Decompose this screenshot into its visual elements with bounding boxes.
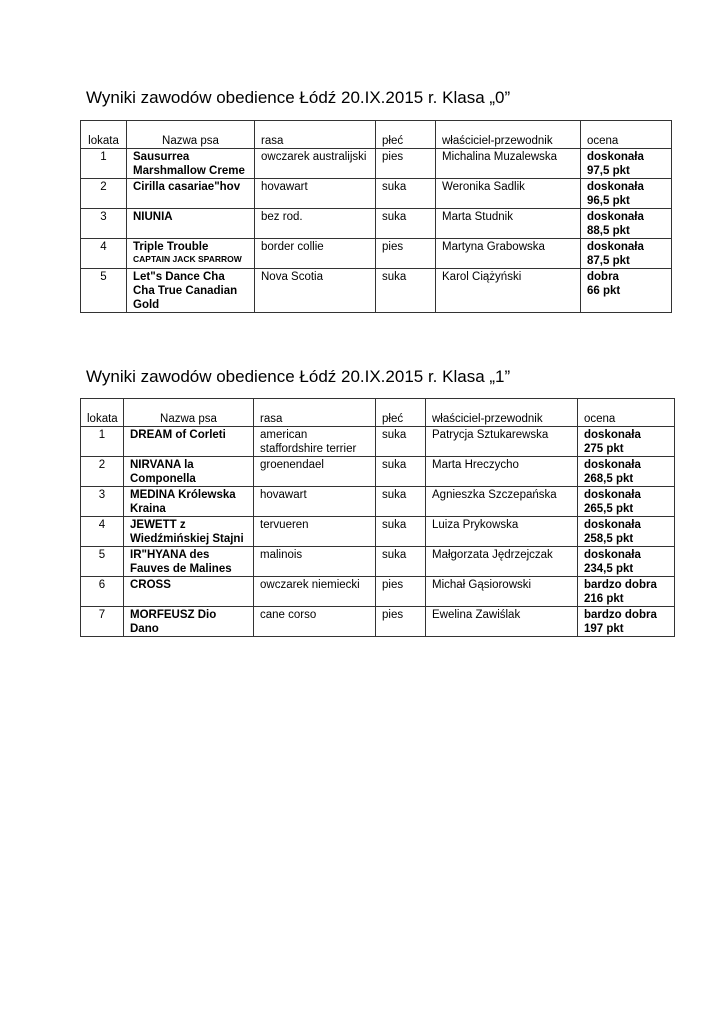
section-title-klasa-1: Wyniki zawodów obedience Łódź 20.IX.2015 r. Klasa „1” xyxy=(86,367,511,386)
table-row xyxy=(81,239,672,269)
cell-ocena xyxy=(578,487,675,517)
cell-ocena xyxy=(578,607,675,637)
table-body xyxy=(81,149,672,313)
cell-wlasciciel: Michalina Muzalewska xyxy=(436,149,581,179)
header-nazwa-psa: Nazwa psa xyxy=(124,399,254,427)
points: 66 pkt xyxy=(587,285,621,297)
cell-ocena xyxy=(581,269,672,313)
header-nazwa-psa: Nazwa psa xyxy=(127,121,255,149)
cell-lokata: 2 xyxy=(81,457,124,487)
cell-rasa: tervueren xyxy=(254,517,376,547)
cell-rasa: hovawart xyxy=(254,487,376,517)
cell-rasa: border collie xyxy=(255,239,376,269)
header-wlasciciel: właściciel-przewodnik xyxy=(426,399,578,427)
cell-wlasciciel: Karol Ciążyński xyxy=(436,269,581,313)
cell-nazwa-psa xyxy=(127,239,255,269)
cell-plec: pies xyxy=(376,607,426,637)
cell-lokata: 1 xyxy=(81,427,124,457)
cell-nazwa-psa xyxy=(124,577,254,607)
header-lokata: lokata xyxy=(81,399,124,427)
table-row xyxy=(81,577,675,607)
points: 268,5 pkt xyxy=(584,473,634,485)
header-wlasciciel: właściciel-przewodnik xyxy=(436,121,581,149)
cell-wlasciciel: Michał Gąsiorowski xyxy=(426,577,578,607)
cell-rasa: Nova Scotia xyxy=(255,269,376,313)
dog-name: NIUNIA xyxy=(133,211,173,223)
cell-lokata: 4 xyxy=(81,517,124,547)
points: 88,5 pkt xyxy=(587,225,630,237)
table-row xyxy=(81,547,675,577)
cell-ocena xyxy=(578,457,675,487)
section-title-klasa-0: Wyniki zawodów obedience Łódź 20.IX.2015 r. Klasa „0” xyxy=(86,88,511,107)
points: 234,5 pkt xyxy=(584,563,634,575)
header-plec: płeć xyxy=(376,121,436,149)
cell-ocena xyxy=(578,577,675,607)
dog-name: MORFEUSZ Dio Dano xyxy=(130,609,217,635)
dog-name: DREAM of Corleti xyxy=(130,429,226,441)
header-ocena: ocena xyxy=(581,121,672,149)
cell-nazwa-psa xyxy=(127,209,255,239)
table-header-row xyxy=(81,399,675,427)
table-row xyxy=(81,427,675,457)
points: 97,5 pkt xyxy=(587,165,630,177)
dog-name-sub: CAPTAIN JACK SPARROW xyxy=(133,254,242,264)
cell-nazwa-psa xyxy=(127,149,255,179)
points: 216 pkt xyxy=(584,593,624,605)
table-row xyxy=(81,269,672,313)
cell-ocena xyxy=(578,427,675,457)
cell-rasa: malinois xyxy=(254,547,376,577)
dog-name: JEWETT z Wiedźmińskiej Stajni xyxy=(130,519,244,545)
cell-rasa: owczarek niemiecki xyxy=(254,577,376,607)
cell-rasa: owczarek australijski xyxy=(255,149,376,179)
cell-lokata: 5 xyxy=(81,547,124,577)
cell-nazwa-psa xyxy=(124,547,254,577)
cell-plec: suka xyxy=(376,517,426,547)
cell-ocena xyxy=(581,209,672,239)
cell-ocena xyxy=(578,517,675,547)
cell-nazwa-psa xyxy=(124,427,254,457)
cell-nazwa-psa xyxy=(124,457,254,487)
rating: doskonała xyxy=(584,549,641,561)
cell-lokata: 1 xyxy=(81,149,127,179)
dog-name: Cirilla casariae"hov xyxy=(133,181,241,193)
points: 265,5 pkt xyxy=(584,503,634,515)
table-row xyxy=(81,607,675,637)
cell-plec: suka xyxy=(376,427,426,457)
rating: bardzo dobra xyxy=(584,579,657,591)
cell-lokata: 7 xyxy=(81,607,124,637)
rating: doskonała xyxy=(584,459,641,471)
cell-lokata: 6 xyxy=(81,577,124,607)
cell-ocena xyxy=(581,179,672,209)
cell-rasa: american staffordshire terrier xyxy=(254,427,376,457)
rating: doskonała xyxy=(587,181,644,193)
cell-plec: suka xyxy=(376,179,436,209)
cell-plec: suka xyxy=(376,209,436,239)
cell-plec: suka xyxy=(376,457,426,487)
cell-nazwa-psa xyxy=(127,269,255,313)
cell-nazwa-psa xyxy=(124,607,254,637)
points: 96,5 pkt xyxy=(587,195,630,207)
rating: doskonała xyxy=(587,241,644,253)
cell-plec: pies xyxy=(376,149,436,179)
header-rasa: rasa xyxy=(254,399,376,427)
points: 258,5 pkt xyxy=(584,533,634,545)
points: 275 pkt xyxy=(584,443,624,455)
dog-name: Triple Trouble xyxy=(133,241,209,253)
rating: doskonała xyxy=(584,489,641,501)
dog-name: IR"HYANA des Fauves de Malines xyxy=(130,549,232,575)
cell-ocena xyxy=(581,149,672,179)
rating: doskonała xyxy=(584,519,641,531)
table-body xyxy=(81,427,675,637)
rating: doskonała xyxy=(587,211,644,223)
header-lokata: lokata xyxy=(81,121,127,149)
cell-wlasciciel: Małgorzata Jędrzejczak xyxy=(426,547,578,577)
table-header-row xyxy=(81,121,672,149)
cell-ocena xyxy=(581,239,672,269)
dog-name: Let"s Dance Cha Cha True Canadian Gold xyxy=(133,271,238,311)
cell-wlasciciel: Marta Hreczycho xyxy=(426,457,578,487)
table-row xyxy=(81,517,675,547)
table-row xyxy=(81,179,672,209)
cell-lokata: 4 xyxy=(81,239,127,269)
dog-name: MEDINA Królewska Kraina xyxy=(130,489,236,515)
points: 87,5 pkt xyxy=(587,255,630,267)
header-plec: płeć xyxy=(376,399,426,427)
rating: bardzo dobra xyxy=(584,609,657,621)
cell-wlasciciel: Patrycja Sztukarewska xyxy=(426,427,578,457)
dog-name: NIRVANA la Componella xyxy=(130,459,196,485)
cell-rasa: cane corso xyxy=(254,607,376,637)
cell-nazwa-psa xyxy=(127,179,255,209)
dog-name: Sausurrea Marshmallow Creme xyxy=(133,151,245,177)
cell-nazwa-psa xyxy=(124,487,254,517)
cell-lokata: 2 xyxy=(81,179,127,209)
cell-wlasciciel: Martyna Grabowska xyxy=(436,239,581,269)
cell-lokata: 3 xyxy=(81,209,127,239)
table-row xyxy=(81,149,672,179)
table-row xyxy=(81,487,675,517)
cell-wlasciciel: Ewelina Zawiślak xyxy=(426,607,578,637)
header-rasa: rasa xyxy=(255,121,376,149)
cell-wlasciciel: Luiza Prykowska xyxy=(426,517,578,547)
cell-wlasciciel: Weronika Sadlik xyxy=(436,179,581,209)
cell-plec: pies xyxy=(376,239,436,269)
cell-ocena xyxy=(578,547,675,577)
cell-wlasciciel: Marta Studnik xyxy=(436,209,581,239)
cell-plec: pies xyxy=(376,577,426,607)
rating: doskonała xyxy=(584,429,641,441)
header-ocena: ocena xyxy=(578,399,675,427)
cell-plec: suka xyxy=(376,547,426,577)
rating: doskonała xyxy=(587,151,644,163)
cell-rasa: hovawart xyxy=(255,179,376,209)
cell-lokata: 5 xyxy=(81,269,127,313)
cell-plec: suka xyxy=(376,269,436,313)
cell-plec: suka xyxy=(376,487,426,517)
results-table-klasa-0 xyxy=(80,120,672,313)
cell-rasa: bez rod. xyxy=(255,209,376,239)
table-row xyxy=(81,209,672,239)
cell-rasa: groenendael xyxy=(254,457,376,487)
rating: dobra xyxy=(587,271,619,283)
dog-name: CROSS xyxy=(130,579,171,591)
cell-wlasciciel: Agnieszka Szczepańska xyxy=(426,487,578,517)
cell-nazwa-psa xyxy=(124,517,254,547)
table-row xyxy=(81,457,675,487)
points: 197 pkt xyxy=(584,623,624,635)
cell-lokata: 3 xyxy=(81,487,124,517)
results-table-klasa-1 xyxy=(80,398,675,637)
